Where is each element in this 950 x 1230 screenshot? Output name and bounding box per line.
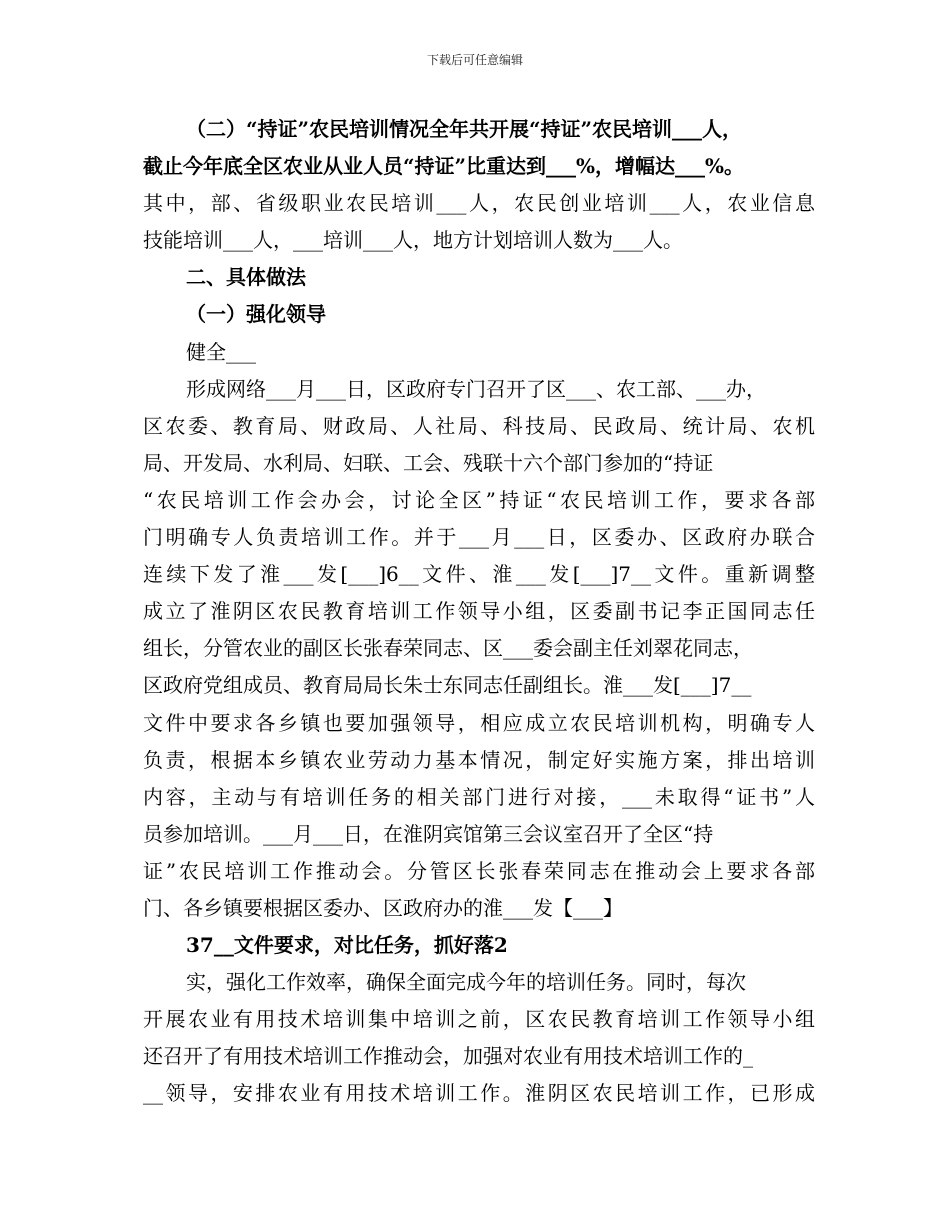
paragraph-line: 截止今年底全区农业从业人员“持证”比重达到___%，增幅达___%。 [143, 154, 745, 179]
paragraph-line: 37__文件要求，对比任务，抓好落2 [186, 933, 508, 958]
paragraph-line: 开展农业有用技术培训集中培训之前，区农民教育培训工作领导小组 [143, 1007, 815, 1032]
paragraph-line: 区政府党组成员、教育局局长朱士东同志任副组长。淮___发[___]7__ [143, 673, 752, 698]
paragraph-line: 门明确专人负责培训工作。并于___月___日，区委办、区政府办联合 [143, 525, 815, 550]
section-heading: 二、具体做法 [186, 265, 306, 290]
paragraph-line: 负责，根据本乡镇农业劳动力基本情况，制定好实施方案，排出培训 [143, 747, 815, 772]
subsection-heading: （一）强化领导 [186, 302, 326, 327]
paragraph-line: 内容，主动与有培训任务的相关部门进行对接，___未取得“证书”人 [143, 784, 815, 809]
paragraph-line: 其中，部、省级职业农民培训___人，农民创业培训___人，农业信息 [143, 191, 815, 216]
paragraph-line: 健全___ [186, 339, 256, 364]
paragraph-line: “农民培训工作会办会，讨论全区”持证“农民培训工作，要求各部 [143, 487, 815, 512]
paragraph-line: 形成网络___月___日，区政府专门召开了区___、农工部、___办， [186, 376, 766, 401]
paragraph-line: 还召开了有用技术培训工作推动会，加强对农业有用技术培训工作的_ [143, 1044, 753, 1069]
paragraph-line: 文件中要求各乡镇也要加强领导，相应成立农民培训机构，明确专人 [143, 710, 815, 735]
page-header: 下载后可任意编辑 [426, 53, 523, 67]
paragraph-line: __领导，安排农业有用技术培训工作。淮阴区农民培训工作，已形成 [143, 1081, 815, 1106]
paragraph-line: （二）“持证”农民培训情况全年共开展“持证”农民培训___人， [186, 117, 743, 141]
paragraph-line: 证”农民培训工作推动会。分管区长张春荣同志在推动会上要求各部 [143, 858, 815, 883]
paragraph-line: 技能培训___人，___培训___人，地方计划培训人数为___人。 [143, 228, 683, 253]
paragraph-line: 连续下发了淮___发[___]6__文件、淮___发[___]7__文件。重新调整 [143, 562, 815, 587]
paragraph-line: 实，强化工作效率，确保全面完成今年的培训任务。同时，每次 [186, 970, 746, 995]
document-body [143, 111, 815, 1113]
paragraph-line: 成立了淮阴区农民教育培训工作领导小组，区委副书记李正国同志任 [143, 599, 815, 624]
paragraph-line: 区农委、教育局、财政局、人社局、科技局、民政局、统计局、农机 [143, 413, 815, 438]
paragraph-line: 员参加培训。___月___日，在淮阴宾馆第三会议室召开了全区“持 [143, 821, 714, 846]
paragraph-line: 局、开发局、水利局、妇联、工会、残联十六个部门参加的“持证 [143, 450, 714, 475]
paragraph-line: 门、各乡镇要根据区委办、区政府办的淮___发【___】 [143, 895, 623, 920]
paragraph-line: 组长，分管农业的副区长张春荣同志、区___委会副主任刘翠花同志， [143, 636, 753, 661]
